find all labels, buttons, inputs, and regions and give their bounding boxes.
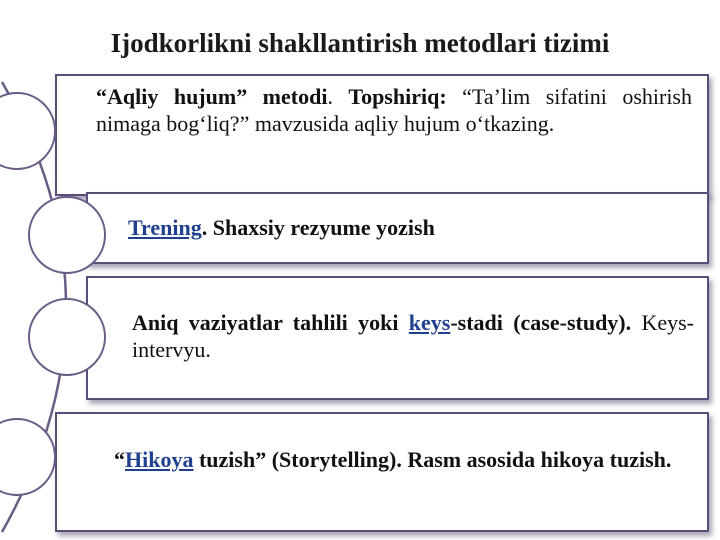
hikoya-link[interactable]: Hikoya [125, 447, 194, 472]
method-title: “Aqliy hujum” metodi [96, 84, 328, 109]
method-text-storytelling: “Hikoya tuzish” (Storytelling). Rasm asosida hikoya tuzish. [114, 447, 672, 472]
method-text-brainstorm: “Aqliy hujum” metodi. Topshiriq: “Ta’lim sifatini oshirish nimaga bog‘liq?” mavzusida aqliy hujum o‘tkazing. [96, 84, 692, 137]
page-title: Ijodkorlikni shakllantirish metodlari tizimi [110, 28, 610, 58]
bullet-circle-3 [28, 298, 106, 376]
bullet-circle-2 [28, 196, 106, 274]
method-text-case-study: Aniq vaziyatlar tahlili yoki keys-stadi (case-study). Keys-intervyu. [132, 310, 694, 363]
training-link[interactable]: Trening [128, 215, 202, 240]
task-text: “Ta’lim sifatini oshirish nimaga bog‘liq?” mavzusida aqliy hujum o‘tkazing. [96, 84, 692, 137]
task-label: Topshiriq: [348, 84, 447, 109]
keys-link[interactable]: keys [408, 310, 451, 335]
method-text-training: Trening. Shaxsiy rezyume yozish [128, 215, 435, 240]
